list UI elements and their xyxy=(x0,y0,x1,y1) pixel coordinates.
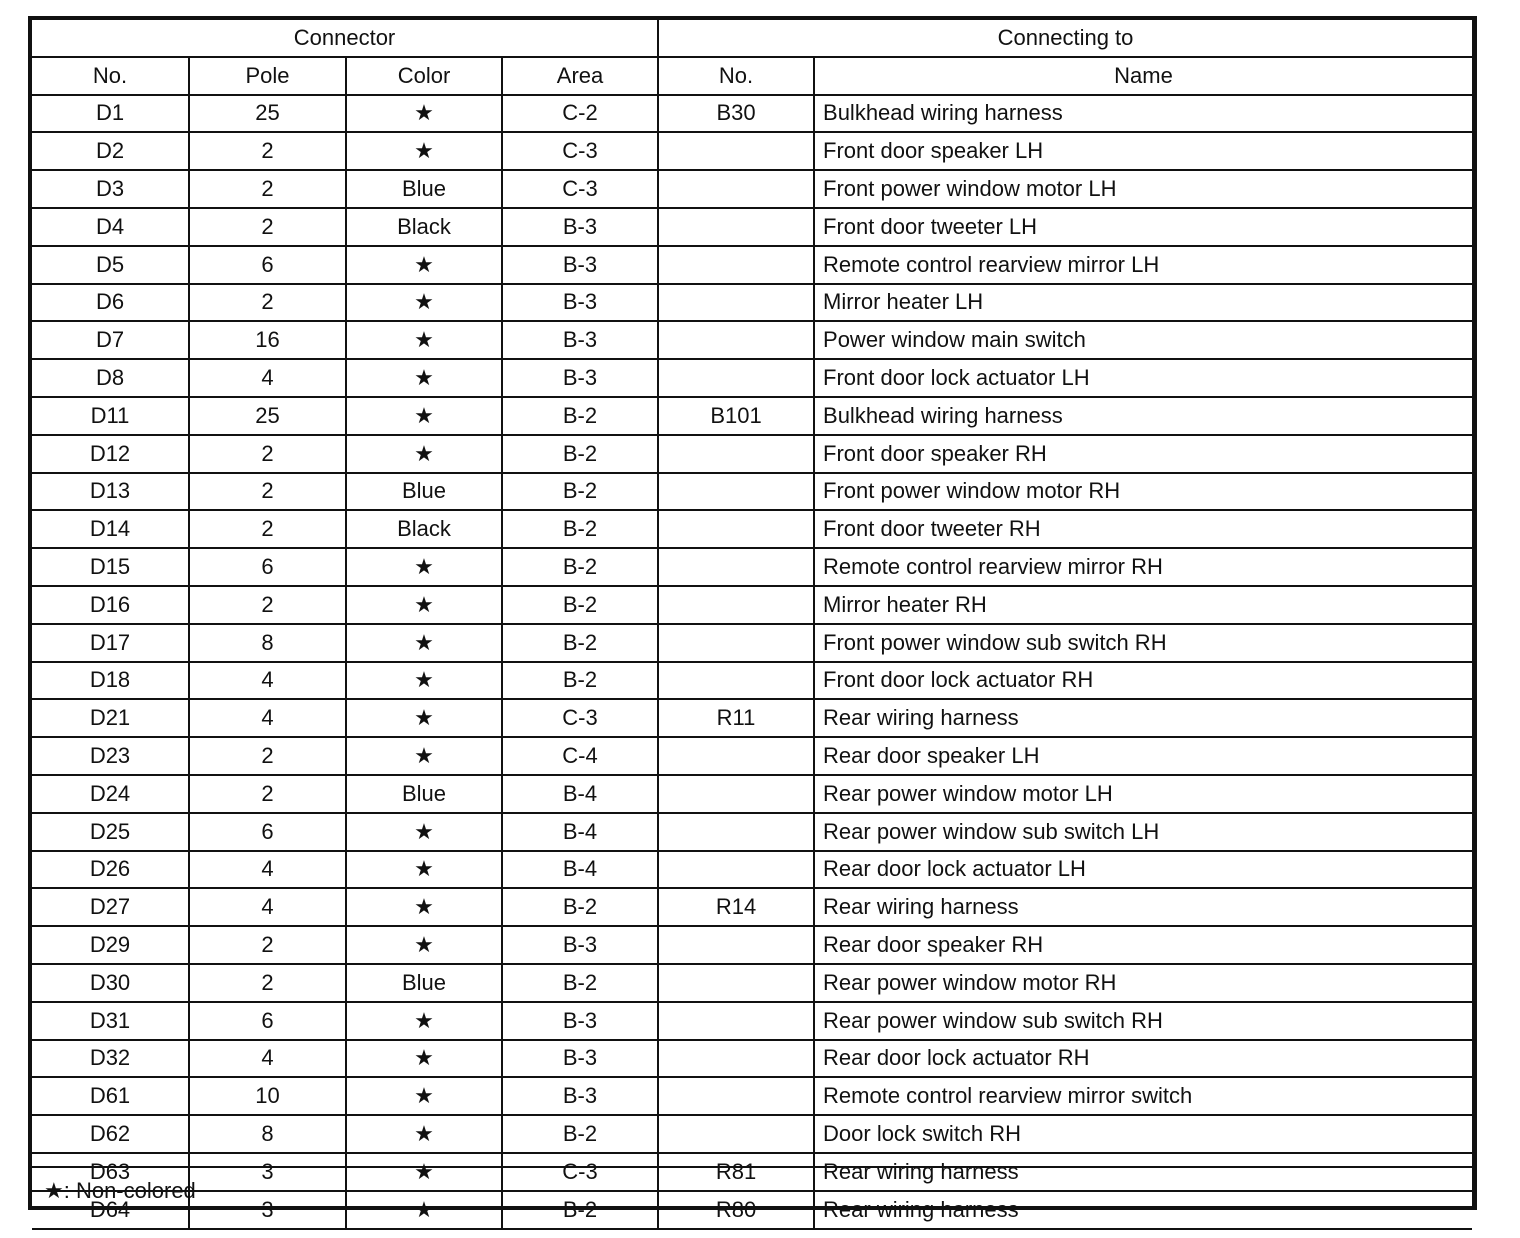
cell-connecting-name: Rear wiring harness xyxy=(814,1191,1472,1229)
cell-area: B-3 xyxy=(502,246,658,284)
cell-connecting-no: R80 xyxy=(658,1191,814,1229)
cell-connector-no: D7 xyxy=(32,321,189,359)
cell-color: ★ xyxy=(346,397,502,435)
cell-color: ★ xyxy=(346,548,502,586)
cell-connecting-name: Rear door lock actuator LH xyxy=(814,851,1472,889)
cell-color: ★ xyxy=(346,662,502,700)
cell-connecting-name: Front door tweeter LH xyxy=(814,208,1472,246)
cell-area: B-4 xyxy=(502,851,658,889)
cell-connector-no: D2 xyxy=(32,132,189,170)
cell-connecting-name: Remote control rearview mirror LH xyxy=(814,246,1472,284)
cell-pole: 2 xyxy=(189,586,346,624)
column-header-color: Color xyxy=(346,57,502,95)
cell-color: Blue xyxy=(346,170,502,208)
cell-connecting-no: B30 xyxy=(658,95,814,133)
cell-color: ★ xyxy=(346,699,502,737)
cell-connector-no: D12 xyxy=(32,435,189,473)
table-row xyxy=(32,586,1472,624)
cell-pole: 4 xyxy=(189,359,346,397)
cell-area: B-2 xyxy=(502,964,658,1002)
cell-area: B-2 xyxy=(502,888,658,926)
table-row xyxy=(32,1002,1472,1040)
cell-connector-no: D63 xyxy=(32,1153,189,1191)
cell-area: B-3 xyxy=(502,208,658,246)
connector-table xyxy=(32,20,1472,1230)
cell-connecting-name: Rear power window sub switch RH xyxy=(814,1002,1472,1040)
cell-connector-no: D30 xyxy=(32,964,189,1002)
cell-connecting-name: Rear door speaker RH xyxy=(814,926,1472,964)
column-header-pole: Pole xyxy=(189,57,346,95)
cell-connector-no: D21 xyxy=(32,699,189,737)
cell-color: ★ xyxy=(346,321,502,359)
cell-connecting-no xyxy=(658,473,814,511)
cell-color: Blue xyxy=(346,473,502,511)
cell-pole: 2 xyxy=(189,964,346,1002)
cell-connecting-no xyxy=(658,321,814,359)
cell-connector-no: D32 xyxy=(32,1040,189,1078)
connector-table-frame xyxy=(28,16,1477,1222)
cell-connector-no: D11 xyxy=(32,397,189,435)
cell-area: B-3 xyxy=(502,359,658,397)
cell-pole: 6 xyxy=(189,246,346,284)
cell-connecting-no xyxy=(658,775,814,813)
cell-pole: 4 xyxy=(189,699,346,737)
table-row xyxy=(32,1040,1472,1078)
cell-color: ★ xyxy=(346,95,502,133)
cell-connector-no: D16 xyxy=(32,586,189,624)
table-row xyxy=(32,170,1472,208)
table-row xyxy=(32,548,1472,586)
cell-color: Blue xyxy=(346,964,502,1002)
cell-area: B-2 xyxy=(502,624,658,662)
cell-area: B-3 xyxy=(502,1002,658,1040)
cell-pole: 3 xyxy=(189,1191,346,1229)
cell-color: ★ xyxy=(346,851,502,889)
footnote: ★: Non-colored xyxy=(44,1178,196,1203)
cell-connecting-no: R11 xyxy=(658,699,814,737)
connecting-to-group-header: Connecting to xyxy=(658,20,1472,57)
cell-color: ★ xyxy=(346,926,502,964)
cell-pole: 2 xyxy=(189,473,346,511)
cell-connecting-name: Rear wiring harness xyxy=(814,699,1472,737)
cell-color: ★ xyxy=(346,1002,502,1040)
cell-connecting-name: Rear power window sub switch LH xyxy=(814,813,1472,851)
cell-pole: 6 xyxy=(189,813,346,851)
cell-connecting-name: Mirror heater LH xyxy=(814,284,1472,322)
cell-connecting-name: Bulkhead wiring harness xyxy=(814,397,1472,435)
cell-connecting-no xyxy=(658,435,814,473)
cell-color: ★ xyxy=(346,359,502,397)
cell-area: B-2 xyxy=(502,1191,658,1229)
table-row xyxy=(32,1077,1472,1115)
cell-connector-no: D27 xyxy=(32,888,189,926)
cell-pole: 2 xyxy=(189,737,346,775)
cell-connector-no: D29 xyxy=(32,926,189,964)
table-row xyxy=(32,813,1472,851)
cell-connecting-no xyxy=(658,662,814,700)
cell-connector-no: D64 xyxy=(32,1191,189,1229)
cell-area: B-2 xyxy=(502,662,658,700)
cell-area: B-3 xyxy=(502,284,658,322)
cell-color: ★ xyxy=(346,888,502,926)
cell-connecting-no xyxy=(658,208,814,246)
cell-connecting-name: Power window main switch xyxy=(814,321,1472,359)
cell-connecting-name: Rear wiring harness xyxy=(814,888,1472,926)
cell-connector-no: D5 xyxy=(32,246,189,284)
cell-pole: 2 xyxy=(189,435,346,473)
cell-area: C-3 xyxy=(502,1153,658,1191)
cell-area: C-3 xyxy=(502,170,658,208)
cell-connecting-no xyxy=(658,813,814,851)
cell-pole: 10 xyxy=(189,1077,346,1115)
table-row xyxy=(32,737,1472,775)
cell-connecting-name: Remote control rearview mirror RH xyxy=(814,548,1472,586)
cell-connecting-no xyxy=(658,851,814,889)
table-row xyxy=(32,888,1472,926)
cell-pole: 2 xyxy=(189,170,346,208)
cell-pole: 4 xyxy=(189,851,346,889)
cell-area: B-3 xyxy=(502,1040,658,1078)
cell-connector-no: D18 xyxy=(32,662,189,700)
table-row xyxy=(32,775,1472,813)
cell-pole: 4 xyxy=(189,662,346,700)
cell-color: ★ xyxy=(346,1040,502,1078)
cell-color: ★ xyxy=(346,246,502,284)
cell-color: Black xyxy=(346,510,502,548)
cell-connecting-no xyxy=(658,1040,814,1078)
table-row xyxy=(32,435,1472,473)
cell-pole: 8 xyxy=(189,1115,346,1153)
cell-connecting-name: Front door lock actuator LH xyxy=(814,359,1472,397)
table-row xyxy=(32,926,1472,964)
cell-connecting-name: Bulkhead wiring harness xyxy=(814,95,1472,133)
cell-color: ★ xyxy=(346,132,502,170)
cell-connecting-no xyxy=(658,359,814,397)
cell-connecting-no: R81 xyxy=(658,1153,814,1191)
cell-connector-no: D14 xyxy=(32,510,189,548)
table-row xyxy=(32,359,1472,397)
cell-color: ★ xyxy=(346,284,502,322)
cell-pole: 4 xyxy=(189,888,346,926)
cell-connector-no: D13 xyxy=(32,473,189,511)
cell-connecting-no xyxy=(658,132,814,170)
cell-connector-no: D31 xyxy=(32,1002,189,1040)
cell-connecting-no xyxy=(658,548,814,586)
cell-connector-no: D8 xyxy=(32,359,189,397)
cell-area: C-3 xyxy=(502,699,658,737)
cell-pole: 25 xyxy=(189,397,346,435)
cell-area: B-2 xyxy=(502,397,658,435)
cell-connecting-name: Front door speaker RH xyxy=(814,435,1472,473)
table-row xyxy=(32,699,1472,737)
cell-connecting-name: Rear power window motor LH xyxy=(814,775,1472,813)
cell-connecting-name: Rear power window motor RH xyxy=(814,964,1472,1002)
table-row xyxy=(32,132,1472,170)
cell-connecting-no xyxy=(658,246,814,284)
table-row xyxy=(32,510,1472,548)
cell-pole: 2 xyxy=(189,284,346,322)
cell-pole: 2 xyxy=(189,132,346,170)
table-row xyxy=(32,1191,1472,1229)
cell-connecting-no: R14 xyxy=(658,888,814,926)
cell-area: C-2 xyxy=(502,95,658,133)
column-header-area: Area xyxy=(502,57,658,95)
cell-connecting-name: Front power window motor RH xyxy=(814,473,1472,511)
table-row xyxy=(32,624,1472,662)
cell-connector-no: D61 xyxy=(32,1077,189,1115)
cell-area: C-4 xyxy=(502,737,658,775)
cell-connector-no: D15 xyxy=(32,548,189,586)
cell-pole: 8 xyxy=(189,624,346,662)
column-header-no: No. xyxy=(32,57,189,95)
table-row xyxy=(32,208,1472,246)
cell-area: C-3 xyxy=(502,132,658,170)
cell-connector-no: D62 xyxy=(32,1115,189,1153)
cell-connecting-no xyxy=(658,926,814,964)
table-row xyxy=(32,1153,1472,1191)
table-row xyxy=(32,851,1472,889)
cell-connector-no: D26 xyxy=(32,851,189,889)
cell-area: B-3 xyxy=(502,926,658,964)
cell-area: B-2 xyxy=(502,586,658,624)
cell-connector-no: D6 xyxy=(32,284,189,322)
cell-area: B-2 xyxy=(502,435,658,473)
table-header xyxy=(32,20,1472,95)
cell-connecting-no xyxy=(658,170,814,208)
cell-color: ★ xyxy=(346,813,502,851)
cell-connecting-name: Rear wiring harness xyxy=(814,1153,1472,1191)
cell-area: B-4 xyxy=(502,775,658,813)
cell-connecting-name: Front door lock actuator RH xyxy=(814,662,1472,700)
cell-connector-no: D24 xyxy=(32,775,189,813)
cell-area: B-2 xyxy=(502,548,658,586)
cell-color: ★ xyxy=(346,586,502,624)
cell-connecting-no xyxy=(658,284,814,322)
cell-connecting-name: Front power window motor LH xyxy=(814,170,1472,208)
cell-color: Black xyxy=(346,208,502,246)
cell-area: B-2 xyxy=(502,1115,658,1153)
cell-connecting-no: B101 xyxy=(658,397,814,435)
cell-pole: 6 xyxy=(189,548,346,586)
table-row xyxy=(32,662,1472,700)
cell-pole: 2 xyxy=(189,926,346,964)
cell-color: ★ xyxy=(346,1191,502,1229)
cell-area: B-3 xyxy=(502,321,658,359)
table-row xyxy=(32,246,1472,284)
cell-connecting-no xyxy=(658,964,814,1002)
cell-connector-no: D3 xyxy=(32,170,189,208)
cell-connecting-no xyxy=(658,737,814,775)
cell-connecting-no xyxy=(658,586,814,624)
cell-color: ★ xyxy=(346,624,502,662)
cell-connecting-name: Rear door lock actuator RH xyxy=(814,1040,1472,1078)
table-row xyxy=(32,1115,1472,1153)
table-row xyxy=(32,473,1472,511)
table-row xyxy=(32,964,1472,1002)
cell-color: ★ xyxy=(346,1115,502,1153)
cell-connecting-name: Door lock switch RH xyxy=(814,1115,1472,1153)
cell-connecting-name: Remote control rearview mirror switch xyxy=(814,1077,1472,1115)
cell-pole: 6 xyxy=(189,1002,346,1040)
table-bottom-rule xyxy=(32,1166,1472,1168)
cell-connector-no: D23 xyxy=(32,737,189,775)
cell-color: ★ xyxy=(346,435,502,473)
cell-area: B-3 xyxy=(502,1077,658,1115)
cell-connecting-name: Mirror heater RH xyxy=(814,586,1472,624)
cell-pole: 2 xyxy=(189,775,346,813)
cell-connecting-name: Front door tweeter RH xyxy=(814,510,1472,548)
cell-area: B-2 xyxy=(502,510,658,548)
cell-color: Blue xyxy=(346,775,502,813)
cell-connecting-name: Front power window sub switch RH xyxy=(814,624,1472,662)
cell-connecting-name: Rear door speaker LH xyxy=(814,737,1472,775)
cell-connector-no: D17 xyxy=(32,624,189,662)
cell-pole: 16 xyxy=(189,321,346,359)
column-header-name: Name xyxy=(814,57,1472,95)
cell-connecting-no xyxy=(658,1115,814,1153)
cell-connecting-no xyxy=(658,624,814,662)
cell-pole: 2 xyxy=(189,510,346,548)
table-row xyxy=(32,284,1472,322)
cell-color: ★ xyxy=(346,737,502,775)
column-header-to-no: No. xyxy=(658,57,814,95)
table-row xyxy=(32,321,1472,359)
cell-pole: 2 xyxy=(189,208,346,246)
cell-connecting-no xyxy=(658,1002,814,1040)
table-body xyxy=(32,95,1472,1229)
cell-color: ★ xyxy=(346,1153,502,1191)
cell-pole: 4 xyxy=(189,1040,346,1078)
cell-area: B-4 xyxy=(502,813,658,851)
cell-area: B-2 xyxy=(502,473,658,511)
cell-pole: 25 xyxy=(189,95,346,133)
table-row xyxy=(32,95,1472,133)
cell-connector-no: D1 xyxy=(32,95,189,133)
cell-pole: 3 xyxy=(189,1153,346,1191)
cell-connecting-no xyxy=(658,1077,814,1115)
cell-color: ★ xyxy=(346,1077,502,1115)
connector-group-header: Connector xyxy=(32,20,658,57)
cell-connector-no: D25 xyxy=(32,813,189,851)
cell-connector-no: D4 xyxy=(32,208,189,246)
cell-connecting-name: Front door speaker LH xyxy=(814,132,1472,170)
table-row xyxy=(32,397,1472,435)
cell-connecting-no xyxy=(658,510,814,548)
